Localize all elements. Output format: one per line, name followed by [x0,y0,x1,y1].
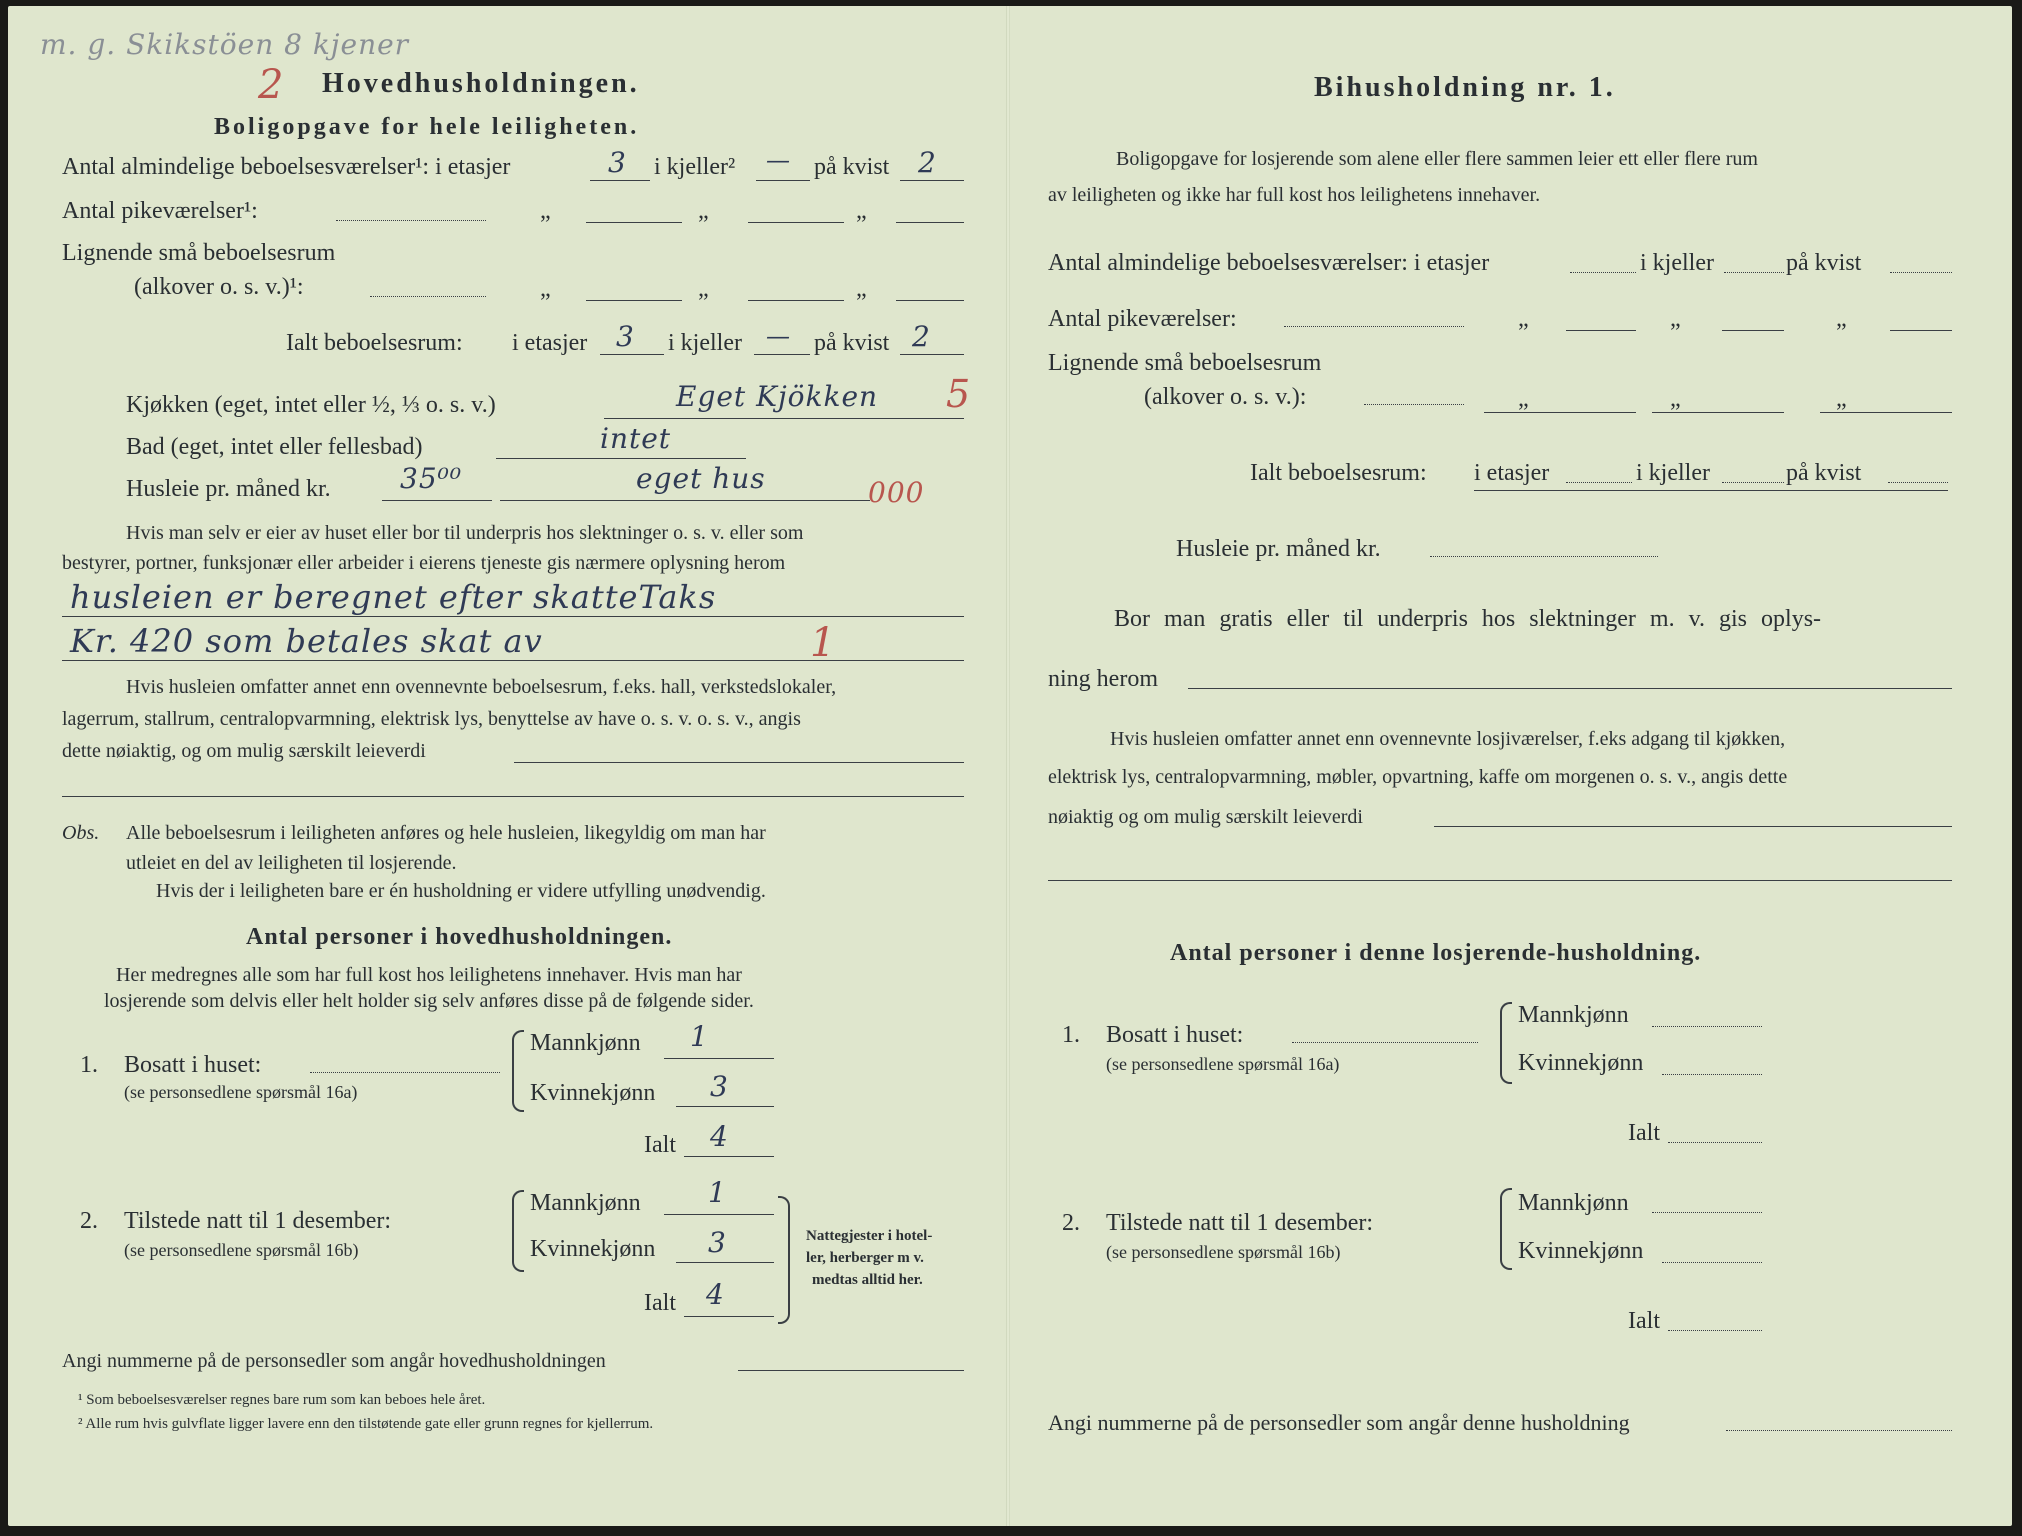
q2-number: 2. [80,1208,98,1234]
alcove-label: (alkover o. s. v.)¹: [134,274,304,300]
info-text-2a: Hvis husleien omfatter annet enn ovennevnte beboelsesrum, f.eks. hall, verkstedslokaler, [126,676,837,698]
right-angi-line [1726,1430,1952,1431]
right-maid-kvist-line [1890,330,1952,331]
kjeller-label: i kjeller² [654,154,736,180]
bath-label: Bad (eget, intet eller fellesbad) [126,434,423,460]
etasjer-line [590,180,650,181]
q1-female-value[interactable]: 3 [710,1070,729,1103]
right-intro-a: Boligopgave for losjerende som alene eller flere sammen leier ett eller flere rum [1116,148,1758,170]
obs-text-b: utleiet en del av leiligheten til losjerende. [126,852,457,874]
persons-text-a: Her medregnes alle som har full kost hos leilighetens innehaver. Hvis man har [116,964,742,986]
q1-sublabel: (se personsedlene spørsmål 16a) [124,1082,358,1102]
footnote-1: ¹ Som beboelsesværelser regnes bare rum som kan beboes hele året. [78,1392,486,1408]
total-kjeller-line [754,354,810,355]
right-info-b: elektrisk lys, centralopvarmning, møbler, opvartning, kaffe om morgenen o. s. v., angis dette [1048,766,1788,788]
maid-kvist-line [896,222,964,223]
right-total-kvist-line [1888,482,1948,483]
q1-total-line [684,1156,774,1157]
total-kjeller-label: i kjeller [668,330,742,356]
total-etasjer-value[interactable]: 3 [616,320,635,353]
ditto-mark: „ [698,198,709,224]
total-kvist-value[interactable]: 2 [912,320,931,353]
rooms-label: Antal almindelige beboelsesværelser¹: i etasjer [62,154,511,180]
rooms-kjeller-value[interactable]: — [766,146,791,174]
ditto-mark: „ [1518,386,1529,412]
right-persons-title: Antal personer i denne losjerende-husholdning. [1170,940,1702,966]
q1-number: 1. [80,1052,98,1078]
q1-brace [512,1030,524,1112]
rent-line [382,500,492,501]
info-text-1a: Hvis man selv er eier av huset eller bor til underpris hos slektninger o. s. v. eller som [126,522,804,544]
rent-value[interactable]: 35⁰⁰ [400,462,463,495]
maid-etasjer-line [586,222,682,223]
rent-label: Husleie pr. måned kr. [126,476,331,502]
page-title: Hovedhusholdningen. [322,68,640,99]
right-rent-label: Husleie pr. måned kr. [1176,536,1381,562]
note-mark: 1 [810,620,837,666]
leieverdi-line-2 [62,796,964,797]
right-etasjer-line [1570,272,1636,273]
total-rooms-label: Ialt beboelsesrum: [286,330,463,356]
right-kvist-line [1890,272,1952,273]
ditto-mark: „ [540,276,551,302]
right-alcove-etasjer-line [1484,412,1636,413]
q2-female-line [676,1262,774,1263]
angi-label: Angi nummerne på de personsedler som angår hovedhusholdningen [62,1350,606,1372]
right-leieverdi-line-2 [1048,880,1952,881]
q1-label: Bosatt i huset: [124,1052,262,1078]
handwritten-note-1[interactable]: husleien er beregnet efter skatteTaks [70,578,717,616]
q2-male-label: Mannkjønn [530,1190,641,1216]
right-angi-label: Angi nummerne på de personsedler som angår denne husholdning [1048,1410,1630,1435]
maid-kjeller-line [748,222,844,223]
right-q1-male-line [1652,1026,1762,1027]
maid-dots [336,220,486,221]
right-q2-total-label: Ialt [1628,1308,1660,1334]
right-q1-number: 1. [1062,1022,1080,1048]
right-small-rooms-label: Lignende små beboelsesrum [1048,350,1322,376]
right-intro-b: av leiligheten og ikke har full kost hos leilighetens innehaver. [1048,184,1541,206]
right-gratis-a: Bor man gratis eller til underpris hos slektninger m. v. gis oplys- [1114,606,1822,632]
household-number-mark: 2 [258,62,285,108]
q2-sublabel: (se personsedlene spørsmål 16b) [124,1240,359,1260]
kvist-label: på kvist [814,154,890,180]
q2-total-value[interactable]: 4 [706,1278,725,1311]
right-maid-dots [1284,326,1464,327]
total-kjeller-value[interactable]: — [766,322,791,350]
right-total-etasjer-line [1566,482,1632,483]
right-gratis-b: ning herom [1048,666,1158,692]
right-alcove-dots [1364,404,1464,405]
q1-total-label: Ialt [644,1132,676,1158]
right-maid-label: Antal pikeværelser: [1048,306,1237,332]
total-kvist-line [900,354,964,355]
right-q1-male-label: Mannkjønn [1518,1002,1629,1028]
persons-title: Antal personer i hovedhusholdningen. [246,924,673,950]
q1-total-value[interactable]: 4 [710,1120,729,1153]
right-q1-female-label: Kvinnekjønn [1518,1050,1644,1076]
kjeller-line [756,180,810,181]
ditto-mark: „ [698,276,709,302]
right-q2-total-line [1668,1330,1762,1331]
bath-value[interactable]: intet [600,422,672,455]
right-kjeller-label: i kjeller [1640,250,1714,276]
right-rent-line [1430,556,1658,557]
ditto-mark: „ [1836,306,1847,332]
obs-label: Obs. [62,822,100,844]
right-q1-dots [1292,1042,1478,1043]
q1-female-line [676,1106,774,1107]
q2-male-value[interactable]: 1 [708,1176,727,1209]
ditto-mark: „ [1670,386,1681,412]
obs-text-a: Alle beboelsesrum i leiligheten anføres og hele husleien, likegyldig om man har [126,822,766,844]
right-q1-female-line [1662,1074,1762,1075]
right-q2-number: 2. [1062,1210,1080,1236]
rent-note[interactable]: eget hus [636,462,766,495]
total-etasjer-label: i etasjer [512,330,588,356]
ditto-mark: „ [856,198,867,224]
info-text-2b: lagerrum, stallrum, centralopvarmning, elektrisk lys, benyttelse av have o. s. v. o. s. v., angis [62,708,801,730]
right-total-kjeller-label: i kjeller [1636,460,1710,486]
right-total-kjeller-line [1722,482,1784,483]
right-q1-brace [1500,1002,1512,1084]
q2-right-brace [778,1196,790,1324]
q1-male-line [664,1058,774,1059]
q2-male-line [664,1214,774,1215]
obs-text-c: Hvis der i leiligheten bare er én husholdning er videre utfylling unødvendig. [156,880,766,902]
rooms-etasjer-value[interactable]: 3 [608,146,627,179]
bath-line [496,458,746,459]
kvist-line [900,180,964,181]
right-total-kvist-label: på kvist [1786,460,1862,486]
right-alcove-kjeller-line [1652,412,1784,413]
q1-male-value[interactable]: 1 [690,1020,709,1053]
right-q2-female-line [1662,1262,1762,1263]
guests-note-b: ler, herberger m v. [806,1250,924,1266]
right-kvist-label: på kvist [1786,250,1862,276]
right-total-etasjer-label: i etasjer [1474,460,1550,486]
total-kvist-label: på kvist [814,330,890,356]
q2-total-label: Ialt [644,1290,676,1316]
ditto-mark: „ [856,276,867,302]
alcove-kjeller-line [748,300,844,301]
right-q1-sublabel: (se personsedlene spørsmål 16a) [1106,1054,1340,1074]
footnote-2: ² Alle rum hvis gulvflate ligger lavere enn den tilstøtende gate eller grunn regnes for kjellerrum. [78,1416,654,1432]
persons-text-b: losjerende som delvis eller helt holder sig selv anføres disse på de følgende sider. [104,990,754,1012]
q1-male-label: Mannkjønn [530,1030,641,1056]
ditto-mark: „ [1518,306,1529,332]
alcove-dots [370,296,486,297]
right-info-c: nøiaktig og om mulig særskilt leieverdi [1048,806,1363,828]
right-q1-total-line [1668,1142,1762,1143]
angi-line [738,1370,964,1371]
rent-mark: 000 [868,476,925,509]
ditto-mark: „ [1836,386,1847,412]
rooms-kvist-value[interactable]: 2 [918,146,937,179]
handwritten-note-2[interactable]: Kr. 420 som betales skat av [70,622,543,660]
right-info-a: Hvis husleien omfatter annet enn ovennevnte losjiværelser, f.eks adgang til kjøkken, [1110,728,1786,750]
guests-note-c: medtas alltid her. [812,1272,923,1288]
right-q1-total-label: Ialt [1628,1120,1660,1146]
right-total-underline [1474,490,1948,491]
right-kjeller-line [1724,272,1784,273]
right-alcove-label: (alkover o. s. v.): [1144,384,1307,410]
total-etasjer-line [600,354,664,355]
maid-rooms-label: Antal pikeværelser¹: [62,198,258,224]
right-page-title: Bihusholdning nr. 1. [1314,72,1616,103]
right-q2-sublabel: (se personsedlene spørsmål 16b) [1106,1242,1341,1262]
q2-label: Tilstede natt til 1 desember: [124,1208,392,1234]
kitchen-value[interactable]: Eget Kjökken [676,380,879,413]
info-text-1b: bestyrer, portner, funksjonær eller arbeider i eierens tjeneste gis nærmere oplysning herom [62,552,786,574]
right-rooms-label: Antal almindelige beboelsesværelser: i etasjer [1048,250,1490,276]
alcove-kvist-line [896,300,964,301]
right-maid-kjeller-line [1722,330,1784,331]
right-alcove-kvist-line [1820,412,1952,413]
note-line-1 [62,616,964,617]
right-q2-male-label: Mannkjønn [1518,1190,1629,1216]
right-gratis-line [1188,688,1952,689]
q1-dots [310,1072,500,1073]
rent-note-line [500,500,870,501]
right-total-label: Ialt beboelsesrum: [1250,460,1427,486]
right-maid-etasjer-line [1566,330,1636,331]
kitchen-mark: 5 [946,372,972,416]
q2-total-line [684,1316,774,1317]
right-leieverdi-line [1434,826,1952,827]
right-q1-label: Bosatt i huset: [1106,1022,1244,1048]
page-subtitle: Boligopgave for hele leiligheten. [214,114,640,140]
alcove-etasjer-line [586,300,682,301]
q2-female-value[interactable]: 3 [708,1226,727,1259]
page-fold [1006,6,1010,1526]
kitchen-line [604,418,964,419]
right-q2-label: Tilstede natt til 1 desember: [1106,1210,1374,1236]
ditto-mark: „ [540,198,551,224]
q2-female-label: Kvinnekjønn [530,1236,656,1262]
info-text-2c: dette nøiaktig, og om mulig særskilt leieverdi [62,740,426,762]
q2-brace [512,1190,524,1272]
leieverdi-line [514,762,964,763]
kitchen-label: Kjøkken (eget, intet eller ½, ⅓ o. s. v.) [126,392,496,418]
pencil-note: m. g. Skikstöen 8 kjener [40,28,410,61]
q1-female-label: Kvinnekjønn [530,1080,656,1106]
small-rooms-label: Lignende små beboelsesrum [62,240,336,266]
ditto-mark: „ [1670,306,1681,332]
guests-note-a: Nattegjester i hotel- [806,1228,933,1244]
right-q2-male-line [1652,1212,1762,1213]
right-q2-female-label: Kvinnekjønn [1518,1238,1644,1264]
right-q2-brace [1500,1188,1512,1270]
